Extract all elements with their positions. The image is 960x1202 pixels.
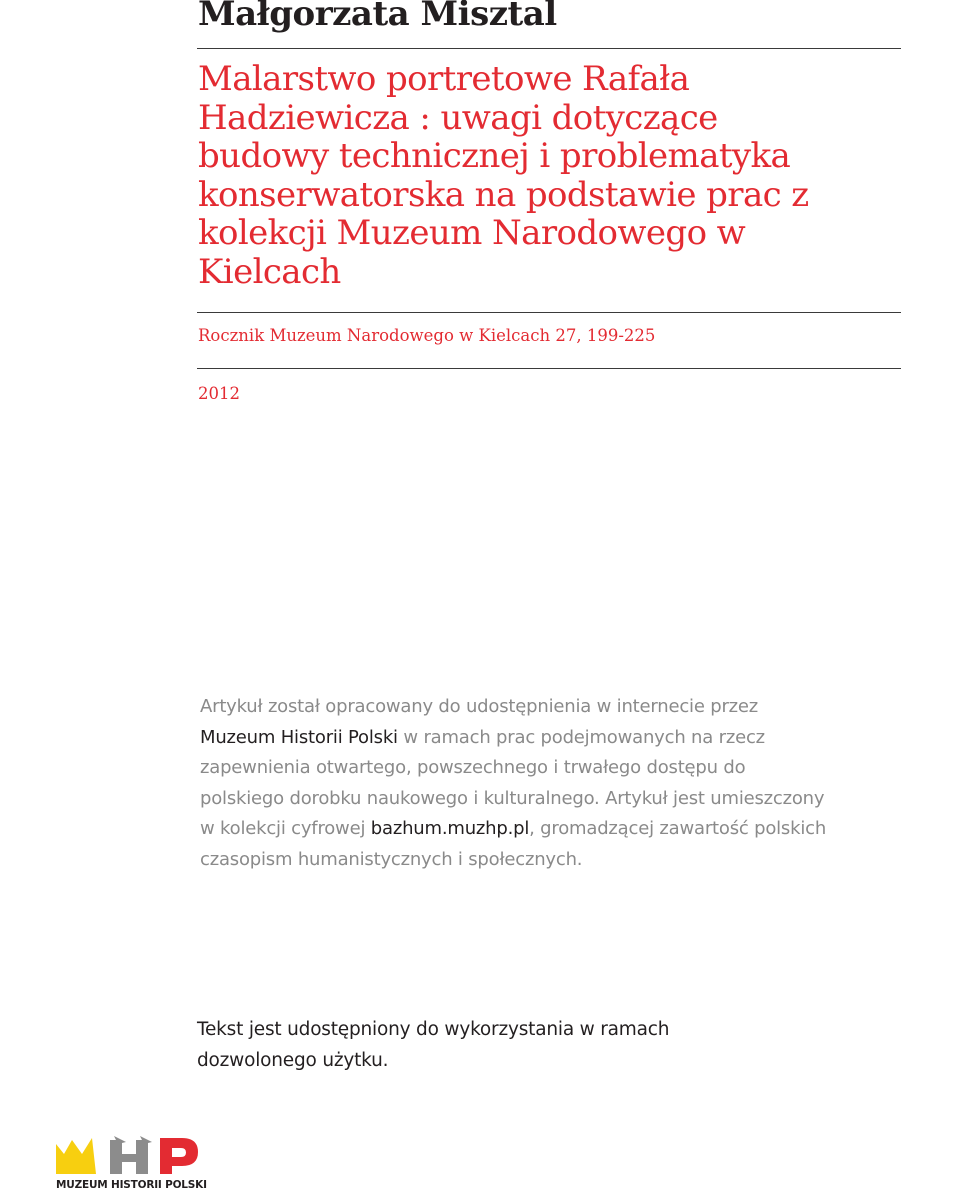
usage-line: dozwolonego użytku. (197, 1050, 389, 1071)
title-line: konserwatorska na podstawie prac z (198, 174, 809, 215)
title-line: kolekcji Muzeum Narodowego w (198, 213, 746, 254)
journal-citation: Rocznik Muzeum Narodowego w Kielcach 27, 199-225 (198, 326, 656, 345)
title-line: Malarstwo portretowe Rafała (198, 59, 690, 99)
note-line: Artykuł został opracowany do udostępnienia w internecie przez (200, 696, 759, 717)
title-line: budowy technicznej i problematyka (198, 136, 791, 177)
note-text: , gromadzącej zawartość polskich (529, 818, 827, 839)
note-line: zapewnienia otwartego, powszechnego i trwałego dostępu do (200, 757, 746, 778)
note-line: czasopism humanistycznych i społecznych. (200, 848, 583, 870)
usage-line: Tekst jest udostępniony do wykorzystania w ramach (197, 1019, 670, 1040)
journal-divider (197, 368, 901, 369)
title-divider (197, 312, 901, 313)
note-line: polskiego dorobku naukowego i kulturalnego. Artykuł jest umieszczony (200, 787, 825, 809)
title-line: Kielcach (198, 251, 341, 292)
article-title (198, 60, 898, 292)
usage-note (197, 1014, 817, 1076)
note-text: w ramach prac podejmowanych na rzecz (397, 726, 765, 748)
museum-name: Muzeum Historii Polski (200, 726, 398, 748)
title-line: Hadziewicza : uwagi dotyczące (198, 97, 718, 138)
note-line (200, 814, 880, 845)
bazhum-link[interactable]: bazhum.muzhp.pl (370, 818, 530, 839)
publication-year: 2012 (198, 384, 240, 403)
availability-note (200, 692, 880, 875)
logo-caption: MUZEUM HISTORII POLSKI (56, 1179, 207, 1191)
author-name: Małgorzata Misztal (198, 0, 557, 34)
note-text: w kolekcji cyfrowej (200, 818, 371, 839)
top-divider (197, 48, 901, 49)
note-line (200, 723, 880, 754)
